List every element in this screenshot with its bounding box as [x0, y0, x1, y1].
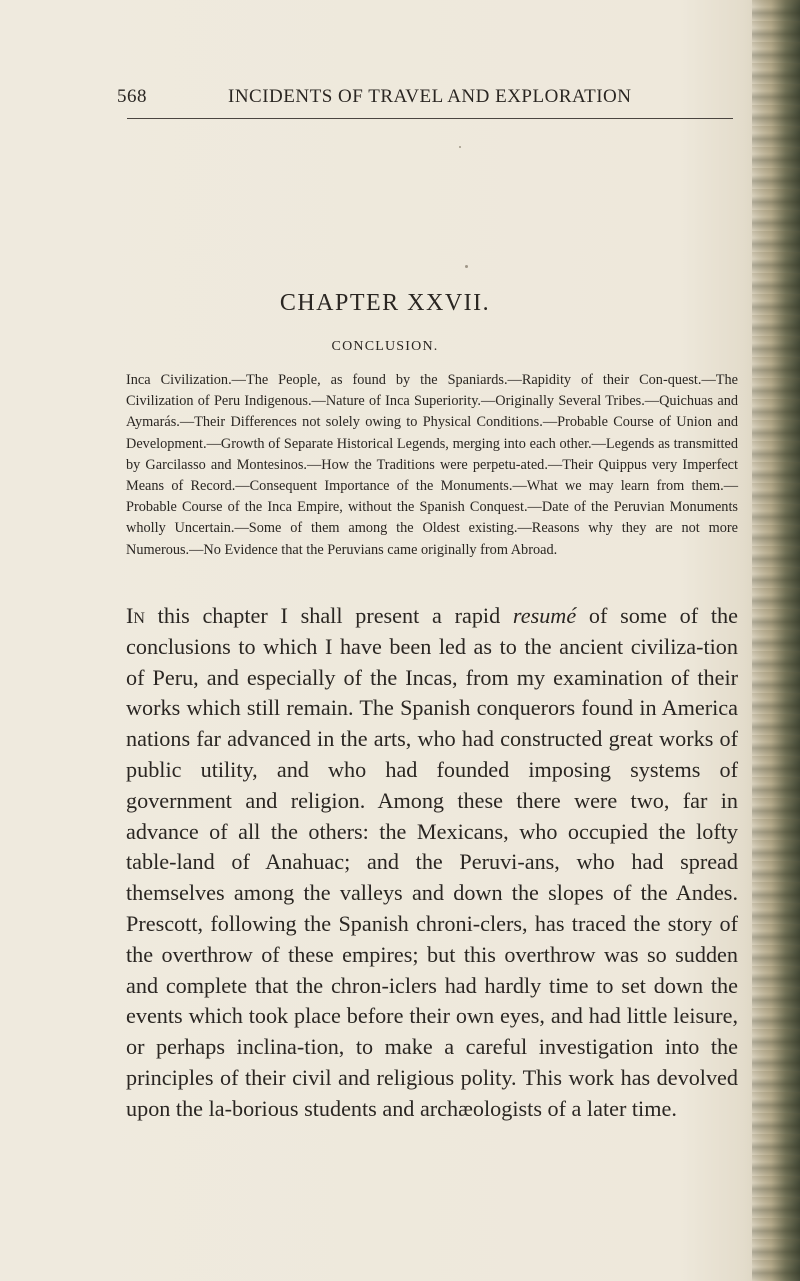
body-paragraph — [126, 601, 738, 1125]
body-text-part: of some of the conclusions to which I have been led as to the ancient civiliza-tion of Peru, and especially of the Incas, from my examination of their works which still remain. The Spanish conquerors found in America nations far advanced in the arts, who had constructed great works of public utility, and who had founded imposing systems of government and religion. Among these there were two, far in advance of all the others: the Mexicans, who occupied the lofty table-land of Anahuac; and the Peruvi-ans, who had spread themselves among the valleys and down the slopes of the Andes. Prescott, following the Spanish chroni-clers, has traced the story of the overthrow of these empires; but this overthrow was so sudden and complete that the chron-iclers had hardly time to set down the events which took place before their own eyes, and had little leisure, or perhaps inclina-tion, to make a careful investigation into the principles of their civil and religious polity. This work has devolved upon the la-borious students and archæologists of a later time. — [126, 603, 738, 1121]
header-rule — [127, 118, 733, 119]
ink-speck — [459, 146, 461, 148]
running-title: INCIDENTS OF TRAVEL AND EXPLORATION — [228, 86, 632, 107]
page-edge-shadow — [752, 0, 800, 1281]
italic-term: resumé — [512, 603, 577, 628]
page-number: 568 — [117, 86, 147, 107]
chapter-synopsis: Inca Civilization.—The People, as found by the Spaniards.—Rapidity of their Con-quest.—The Civilization of Peru Indigenous.—Nature of Inca Superiority.—Originally Several Tribes.—Quichuas and Aymarás.—Their Differences not solely owing to Physical Conditions.—Probable Course of Union and Development.—Growth of Separate Historical Legends, merging into each other.—Legends as transmitted by Garcilasso and Montesinos.—How the Traditions were perpetu-ated.—Their Quippus very Imperfect Means of Record.—Consequent Importance of the Monuments.—What we may learn from them.—Probable Course of the Inca Empire, without the Spanish Conquest.—Date of the Peruvian Monuments wholly Uncertain.—Some of them among the Oldest existing.—Reasons why they are not more Numerous.—No Evidence that the Peruvians came originally from Abroad. — [126, 372, 738, 558]
paragraph-lead-word: In — [126, 603, 145, 628]
body-text-part: this chapter I shall present a rapid — [144, 603, 513, 628]
ink-speck — [465, 265, 468, 268]
chapter-subtitle: CONCLUSION. — [331, 339, 439, 354]
chapter-title: CHAPTER XXVII. — [279, 290, 491, 316]
